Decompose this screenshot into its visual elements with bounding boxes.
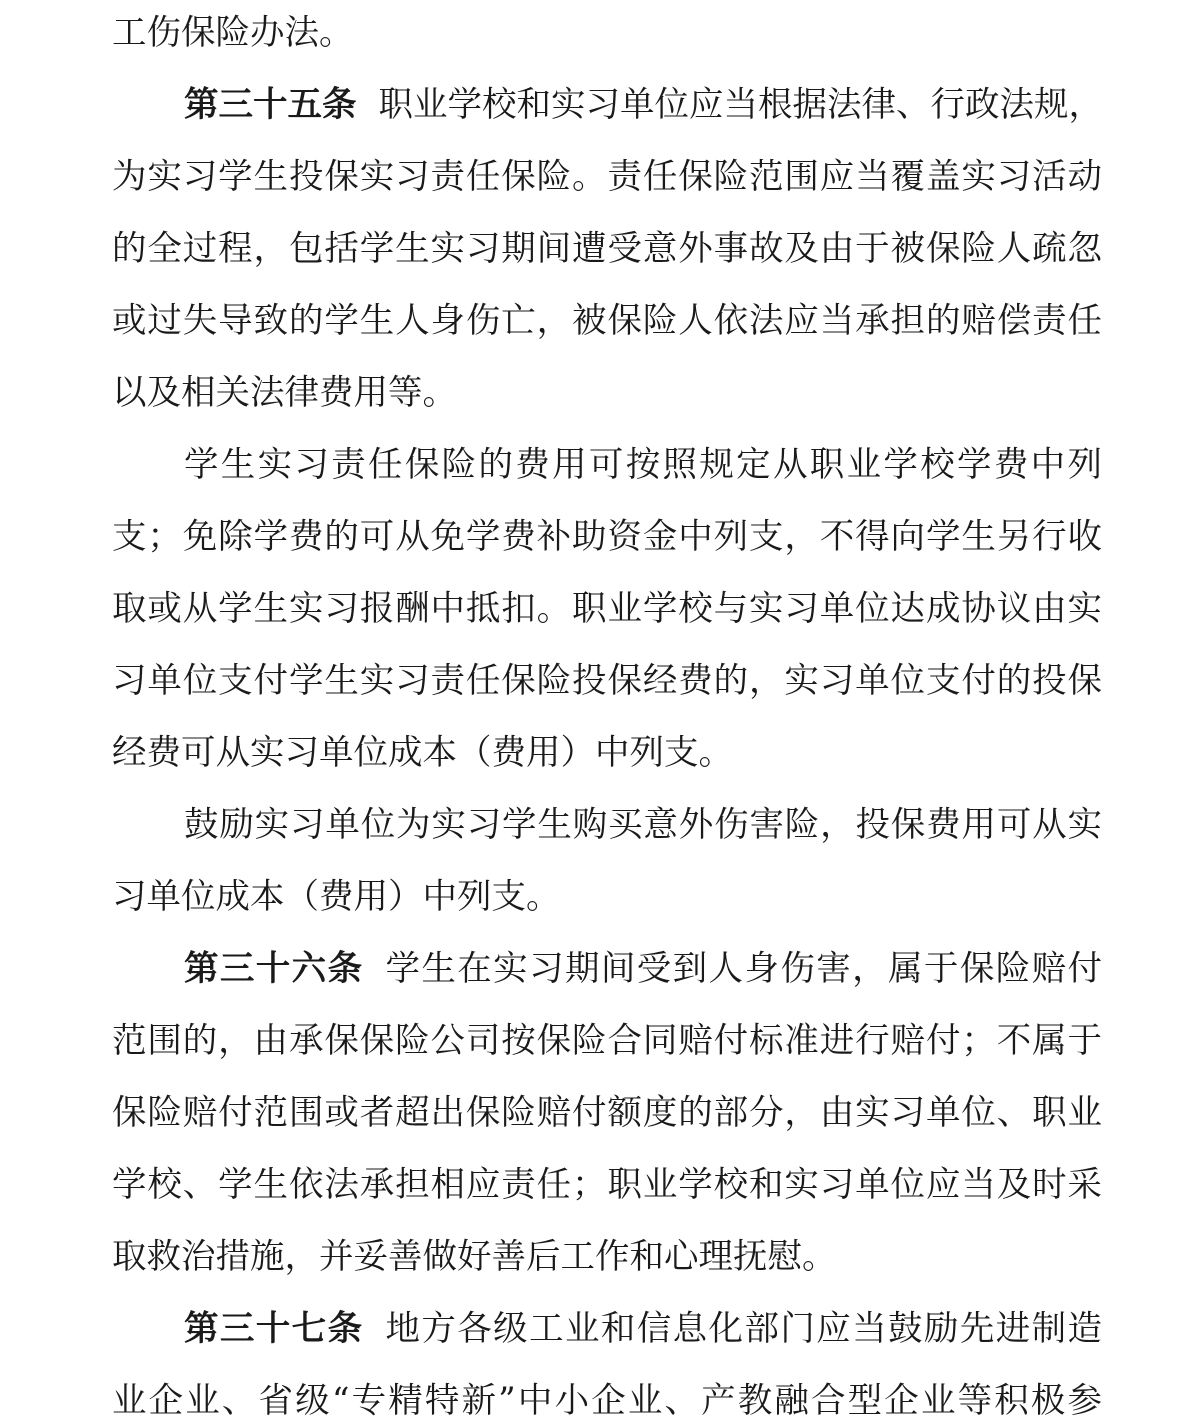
text-line: 保险赔付范围或者超出保险赔付额度的部分，由实习单位、职业 <box>112 1093 1102 1133</box>
article-number: 第三十五条 <box>184 85 357 125</box>
text-line: 以及相关法律费用等。 <box>112 373 457 413</box>
text-line: 经费可从实习单位成本（费用）中列支。 <box>112 733 733 773</box>
text-line: 业企业、省级“专精特新”中小企业、产教融合型企业等积极参 <box>112 1381 1102 1421</box>
text-line: 工伤保险办法。 <box>112 13 354 53</box>
text-line: 学生实习责任保险的费用可按照规定从职业学校学费中列 <box>184 445 1102 485</box>
text-line: 习单位支付学生实习责任保险投保经费的，实习单位支付的投保 <box>112 661 1102 701</box>
text-line: 范围的，由承保保险公司按保险合同赔付标准进行赔付；不属于 <box>112 1021 1102 1061</box>
text-line: 支；免除学费的可从免学费补助资金中列支，不得向学生另行收 <box>112 517 1102 557</box>
text-line: 为实习学生投保实习责任保险。责任保险范围应当覆盖实习活动 <box>112 157 1102 197</box>
article-number: 第三十六条 <box>184 949 364 989</box>
text-line: 或过失导致的学生人身伤亡，被保险人依法应当承担的赔偿责任 <box>112 301 1102 341</box>
text-line <box>184 1304 1102 1354</box>
text-line: 的全过程，包括学生实习期间遭受意外事故及由于被保险人疏忽 <box>112 229 1102 269</box>
text-line: 取或从学生实习报酬中抵扣。职业学校与实习单位达成协议由实 <box>112 589 1102 629</box>
text-segment: 地方各级工业和信息化部门应当鼓励先进制造 <box>385 1309 1103 1349</box>
text-segment: 学生在实习期间受到人身伤害，属于保险赔付 <box>385 949 1103 989</box>
text-line: 取救治措施，并妥善做好善后工作和心理抚慰。 <box>112 1237 837 1277</box>
text-line: 学校、学生依法承担相应责任；职业学校和实习单位应当及时采 <box>112 1165 1102 1205</box>
article-number: 第三十七条 <box>184 1309 364 1349</box>
text-segment: 职业学校和实习单位应当根据法律、行政法规， <box>378 85 1103 125</box>
text-line: 鼓励实习单位为实习学生购买意外伤害险，投保费用可从实 <box>184 805 1102 845</box>
text-line <box>184 944 1102 994</box>
text-line: 习单位成本（费用）中列支。 <box>112 877 561 917</box>
text-line <box>184 80 1102 130</box>
